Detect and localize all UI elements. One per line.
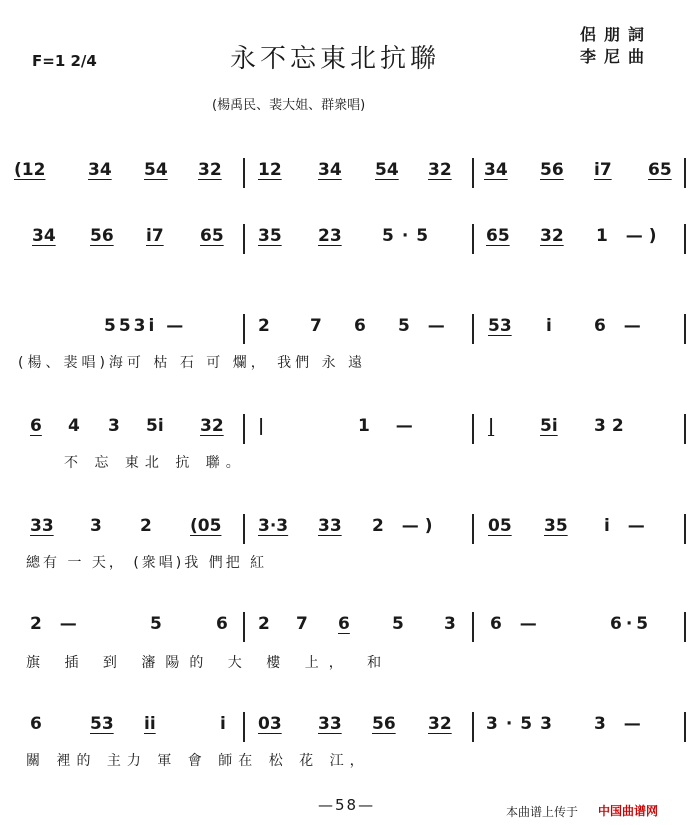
- bar-line: [472, 414, 474, 444]
- bar-line: [684, 314, 686, 344]
- note: 23: [318, 226, 342, 246]
- note: 56: [90, 226, 114, 246]
- lyricist-credit: 侶朋詞: [580, 25, 653, 44]
- bar-line: [472, 158, 474, 188]
- bar-line: [243, 224, 245, 254]
- note: 1 —: [358, 416, 423, 436]
- bar-line: [243, 414, 245, 444]
- bar-line: [243, 158, 245, 188]
- score-line-6: [0, 612, 700, 638]
- note: 05: [488, 516, 512, 536]
- lyrics-line-3: (楊、裴唱)海可 枯 石 可 爛， 我們 永 遠: [18, 355, 367, 371]
- note: 2: [258, 316, 270, 336]
- note: 5: [392, 614, 404, 634]
- bar-line: [472, 712, 474, 742]
- note: 3·53: [486, 714, 560, 734]
- note: 2 —: [30, 614, 83, 634]
- bar-line: [684, 612, 686, 642]
- note: 53: [488, 316, 512, 336]
- bar-line: [472, 224, 474, 254]
- note: (05: [190, 516, 222, 536]
- note: 3: [444, 614, 456, 634]
- lyrics-line-7: 關 裡的 主力 軍 會 師在 松 花 江，: [26, 753, 370, 769]
- note: 5i: [540, 416, 558, 436]
- note: 33: [30, 516, 54, 536]
- note: 34: [318, 160, 342, 180]
- bar-line: [684, 712, 686, 742]
- note: 4: [68, 416, 80, 436]
- lyrics-line-5: 總有 一 天， (衆唱)我 們把 紅: [26, 555, 268, 571]
- score-line-2: [0, 224, 700, 250]
- note: 32: [594, 416, 630, 436]
- note: 12: [258, 160, 282, 180]
- note: 56: [540, 160, 564, 180]
- performers-line: (楊禹民、裴大姐、群衆唱): [212, 98, 366, 113]
- note: 33: [318, 714, 342, 734]
- note: 6: [216, 614, 228, 634]
- note: 553i —: [104, 316, 187, 336]
- note: i7: [146, 226, 164, 246]
- note: i: [546, 316, 552, 336]
- note: 34: [484, 160, 508, 180]
- score-line-3: [0, 314, 700, 340]
- score-line-7: [0, 712, 700, 738]
- note: 35: [544, 516, 568, 536]
- note: 54: [144, 160, 168, 180]
- note: 5i: [146, 416, 164, 436]
- note: |: [258, 416, 271, 436]
- bar-line: [684, 414, 686, 444]
- site-logo[interactable]: [598, 802, 658, 819]
- site-name: 中国曲谱网: [598, 804, 659, 818]
- note: 5·5: [382, 226, 437, 246]
- note: 6: [30, 714, 42, 734]
- bar-line: [684, 158, 686, 188]
- note: 3: [108, 416, 120, 436]
- bar-line: [684, 224, 686, 254]
- note: 65: [200, 226, 224, 246]
- note: 6 —: [490, 614, 543, 634]
- composer-credit: 李尼曲: [580, 47, 653, 66]
- note: 56: [372, 714, 396, 734]
- note: i: [220, 714, 226, 734]
- note: 3 —: [594, 714, 647, 734]
- note: 32: [428, 714, 452, 734]
- note: 2 —): [372, 516, 439, 536]
- note: 6: [338, 614, 350, 634]
- score-line-4: [0, 414, 700, 440]
- bar-line: [472, 514, 474, 544]
- score-line-1: [0, 158, 700, 184]
- bar-line: [472, 314, 474, 344]
- bar-line: [472, 612, 474, 642]
- note: 34: [32, 226, 56, 246]
- bar-line: [243, 314, 245, 344]
- bar-line: [243, 612, 245, 642]
- note: 5 —: [398, 316, 451, 336]
- note: 53: [90, 714, 114, 734]
- note: |: [488, 416, 495, 436]
- bar-line: [243, 514, 245, 544]
- note: 6: [354, 316, 366, 336]
- note: 6 —: [594, 316, 647, 336]
- note: 34: [88, 160, 112, 180]
- note: 5: [150, 614, 162, 634]
- note: 32: [200, 416, 224, 436]
- note: 54: [375, 160, 399, 180]
- note: i7: [594, 160, 612, 180]
- note: 2: [140, 516, 152, 536]
- note: 1 —): [596, 226, 663, 246]
- upload-note: 本曲谱上传于: [506, 805, 579, 819]
- note: 6: [30, 416, 42, 436]
- bar-line: [243, 712, 245, 742]
- note: 65: [486, 226, 510, 246]
- note: 35: [258, 226, 282, 246]
- lyrics-line-4: 不 忘 東北 抗 聯。: [64, 455, 246, 471]
- song-title: 永不忘東北抗聯: [230, 44, 441, 74]
- note: 7: [310, 316, 322, 336]
- note: 3·3: [258, 516, 289, 536]
- key-signature: F=1 2/4: [32, 52, 97, 70]
- note: i —: [604, 516, 651, 536]
- note: 2: [258, 614, 270, 634]
- lyrics-line-6: 旗 插 到 瀋陽的 大 樓 上， 和: [26, 655, 392, 671]
- note: 32: [540, 226, 564, 246]
- score-line-5: [0, 514, 700, 540]
- note: 32: [198, 160, 222, 180]
- bar-line: [684, 514, 686, 544]
- note: (12: [14, 160, 46, 180]
- note: 33: [318, 516, 342, 536]
- note: 32: [428, 160, 452, 180]
- page-number: —58—: [318, 796, 376, 814]
- note: 7: [296, 614, 308, 634]
- note: 3: [90, 516, 102, 536]
- note: 65: [648, 160, 672, 180]
- note: 03: [258, 714, 282, 734]
- note: 6·5: [610, 614, 653, 634]
- note: ii: [144, 714, 156, 734]
